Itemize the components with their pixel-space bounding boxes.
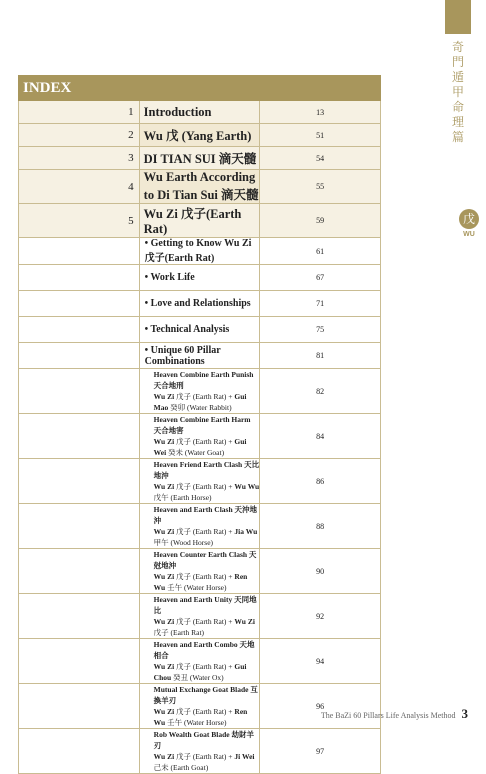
entry-title: Wu Earth According to Di Tian Sui 滴天髓 <box>139 170 260 204</box>
combination-pillars <box>154 526 260 548</box>
entry-page: 13 <box>260 101 381 124</box>
sub-entry-page: 81 <box>260 343 381 369</box>
combination-pillars <box>154 661 260 683</box>
combination-heading: Rob Wealth Goat Blade 劫財羊刃 <box>153 730 254 750</box>
pillar-text: Wu Zi <box>153 527 175 536</box>
combination-title <box>139 729 260 774</box>
sub-entry-title: • Love and Relationships <box>139 291 260 317</box>
pillar-text: Gui Chou <box>153 662 247 682</box>
entry-page: 51 <box>260 124 381 147</box>
pillar-text: 壬午 (Water Horse) <box>165 583 227 592</box>
combination-title <box>139 369 260 414</box>
pillar-text: Gui Mao <box>153 392 247 412</box>
sub-entry-title: • Unique 60 Pillar Combinations <box>139 343 260 369</box>
sub-entry-title: • Getting to Know Wu Zi 戊子(Earth Rat) <box>139 238 260 265</box>
entry-number-blank <box>19 291 140 317</box>
main-entry-row[interactable] <box>19 170 381 204</box>
chapter-tab <box>445 0 471 34</box>
footer-book-title: The BaZi 60 Pillars Life Analysis Method <box>320 711 456 720</box>
combination-title <box>139 549 260 594</box>
entry-number-blank <box>19 414 140 459</box>
side-title-char: 遁 <box>451 70 464 84</box>
entry-number: 3 <box>19 147 140 170</box>
entry-number-blank <box>19 369 140 414</box>
entry-title: Introduction <box>139 101 260 124</box>
entry-page: 59 <box>260 204 381 238</box>
combination-title <box>139 459 260 504</box>
sub-entry-row[interactable] <box>19 317 381 343</box>
entry-number: 4 <box>19 170 140 204</box>
entry-title: DI TIAN SUI 滴天髓 <box>139 147 260 170</box>
side-title-char: 理 <box>451 115 464 129</box>
pillar-text: 戊子 (Earth Rat) + <box>174 752 235 761</box>
entry-number-blank <box>19 729 140 774</box>
combination-pillars <box>154 616 260 638</box>
combination-pillars <box>154 706 260 728</box>
pillar-text: Wu Zi <box>153 662 175 671</box>
combination-row[interactable] <box>19 639 381 684</box>
combination-page: 90 <box>260 549 381 594</box>
entry-title: Wu Zi 戊子(Earth Rat) <box>139 204 260 238</box>
pillar-text: 壬午 (Water Horse) <box>165 718 227 727</box>
pillar-text: Wu Zi <box>153 752 175 761</box>
side-title-char: 甲 <box>451 85 464 99</box>
pillar-text: Wu Zi <box>153 437 175 446</box>
page-footer <box>321 706 468 722</box>
combination-heading: Heaven Friend Earth Clash 天比地沖 <box>153 460 260 480</box>
main-entry-row[interactable] <box>19 101 381 124</box>
pillar-text: Wu Zi <box>234 617 255 626</box>
combination-heading: Mutual Exchange Goat Blade 互換羊刃 <box>153 685 258 705</box>
sub-entry-row[interactable] <box>19 238 381 265</box>
pillar-text: Wu Zi <box>153 392 175 401</box>
entry-number-blank <box>19 684 140 729</box>
entry-page: 54 <box>260 147 381 170</box>
combination-page: 86 <box>260 459 381 504</box>
pillar-text: Wu Zi <box>153 617 175 626</box>
entry-number-blank <box>19 504 140 549</box>
entry-number-blank <box>19 343 140 369</box>
pillar-text: 戊子 (Earth Rat) + <box>174 707 235 716</box>
combination-pillars <box>154 391 260 413</box>
combination-pillars <box>154 436 260 458</box>
side-title-char: 篇 <box>451 130 464 144</box>
combination-page: 84 <box>260 414 381 459</box>
pillar-text: Wu Wu <box>234 482 260 491</box>
entry-number: 5 <box>19 204 140 238</box>
sub-entry-page: 67 <box>260 265 381 291</box>
entry-title: Wu 戊 (Yang Earth) <box>139 124 260 147</box>
combination-row[interactable] <box>19 504 381 549</box>
entry-number: 2 <box>19 124 140 147</box>
combination-title <box>139 639 260 684</box>
combination-heading: Heaven Combine Earth Harm 天合地害 <box>153 415 251 435</box>
pillar-text: 戊子 (Earth Rat) + <box>174 662 235 671</box>
pillar-text: 甲午 (Wood Horse) <box>153 538 214 547</box>
combination-pillars <box>154 751 260 773</box>
index-heading: INDEX <box>19 76 381 101</box>
combination-row[interactable] <box>19 414 381 459</box>
side-title-char: 奇 <box>451 40 464 54</box>
pillar-text: 己未 (Earth Goat) <box>153 763 209 772</box>
side-title-char: 門 <box>451 55 464 69</box>
combination-pillars <box>154 571 260 593</box>
sub-entry-page: 71 <box>260 291 381 317</box>
pillar-text: 戊子 (Earth Rat) + <box>174 572 235 581</box>
pillar-text: 癸未 (Water Goat) <box>166 448 225 457</box>
element-badge: 戊 <box>459 209 479 229</box>
combination-page: 92 <box>260 594 381 639</box>
combination-page: 96 <box>260 684 381 729</box>
pillar-text: 戊子 (Earth Rat) + <box>174 392 235 401</box>
side-title-char: 命 <box>451 100 464 114</box>
pillar-text: Ren Wu <box>153 572 248 592</box>
sub-entry-row[interactable] <box>19 291 381 317</box>
combination-heading: Heaven and Earth Combo 天地相合 <box>153 640 255 660</box>
main-entry-row[interactable] <box>19 124 381 147</box>
combination-heading: Heaven and Earth Unity 天同地比 <box>153 595 257 615</box>
footer-page-number: 3 <box>461 706 468 721</box>
entry-number-blank <box>19 459 140 504</box>
combination-page: 94 <box>260 639 381 684</box>
combination-title <box>139 414 260 459</box>
pillar-text: 戊子 (Earth Rat) <box>153 628 205 637</box>
pillar-text: 戊子 (Earth Rat) + <box>174 617 235 626</box>
combination-row[interactable] <box>19 459 381 504</box>
entry-number-blank <box>19 238 140 265</box>
combination-heading: Heaven Combine Earth Punish 天合地刑 <box>153 370 254 390</box>
combination-title <box>139 594 260 639</box>
pillar-text: Wu Zi <box>153 707 175 716</box>
combination-heading: Heaven and Earth Clash 天沖地沖 <box>153 505 258 525</box>
combination-page: 82 <box>260 369 381 414</box>
sub-entry-title: • Technical Analysis <box>139 317 260 343</box>
pillar-text: 癸卯 (Water Rabbit) <box>168 403 232 412</box>
sub-entry-page: 61 <box>260 238 381 265</box>
sub-entry-title: • Work Life <box>139 265 260 291</box>
pillar-text: Jia Wu <box>234 527 258 536</box>
pillar-text: 戊午 (Earth Horse) <box>153 493 212 502</box>
pillar-text: 癸丑 (Water Ox) <box>171 673 224 682</box>
entry-page: 55 <box>260 170 381 204</box>
combination-page: 88 <box>260 504 381 549</box>
entry-number-blank <box>19 317 140 343</box>
combination-title <box>139 504 260 549</box>
pillar-text: 戊子 (Earth Rat) + <box>174 437 235 446</box>
combination-title <box>139 684 260 729</box>
combination-page: 97 <box>260 729 381 774</box>
side-chapter-title <box>448 40 468 145</box>
entry-number-blank <box>19 549 140 594</box>
pillar-text: Gui Wei <box>153 437 247 457</box>
element-badge-label: WU <box>463 231 475 238</box>
pillar-text: Ji Wei <box>234 752 255 761</box>
pillar-text: 戊子 (Earth Rat) + <box>174 527 235 536</box>
entry-number-blank <box>19 265 140 291</box>
combination-pillars <box>154 481 260 503</box>
main-entry-row[interactable] <box>19 204 381 238</box>
pillar-text: Wu Zi <box>153 482 175 491</box>
pillar-text: Wu Zi <box>153 572 175 581</box>
sub-entry-row[interactable] <box>19 343 381 369</box>
entry-number-blank <box>19 594 140 639</box>
combination-row[interactable] <box>19 369 381 414</box>
pillar-text: Ren Wu <box>153 707 248 727</box>
sub-entry-page: 75 <box>260 317 381 343</box>
index-table <box>18 75 381 774</box>
main-entry-row[interactable] <box>19 147 381 170</box>
entry-number: 1 <box>19 101 140 124</box>
combination-heading: Heaven Counter Earth Clash 天尅地沖 <box>153 550 257 570</box>
combination-row[interactable] <box>19 594 381 639</box>
combination-row[interactable] <box>19 729 381 774</box>
combination-row[interactable] <box>19 549 381 594</box>
sub-entry-row[interactable] <box>19 265 381 291</box>
pillar-text: 戊子 (Earth Rat) + <box>174 482 235 491</box>
index-header-row <box>19 76 381 101</box>
entry-number-blank <box>19 639 140 684</box>
